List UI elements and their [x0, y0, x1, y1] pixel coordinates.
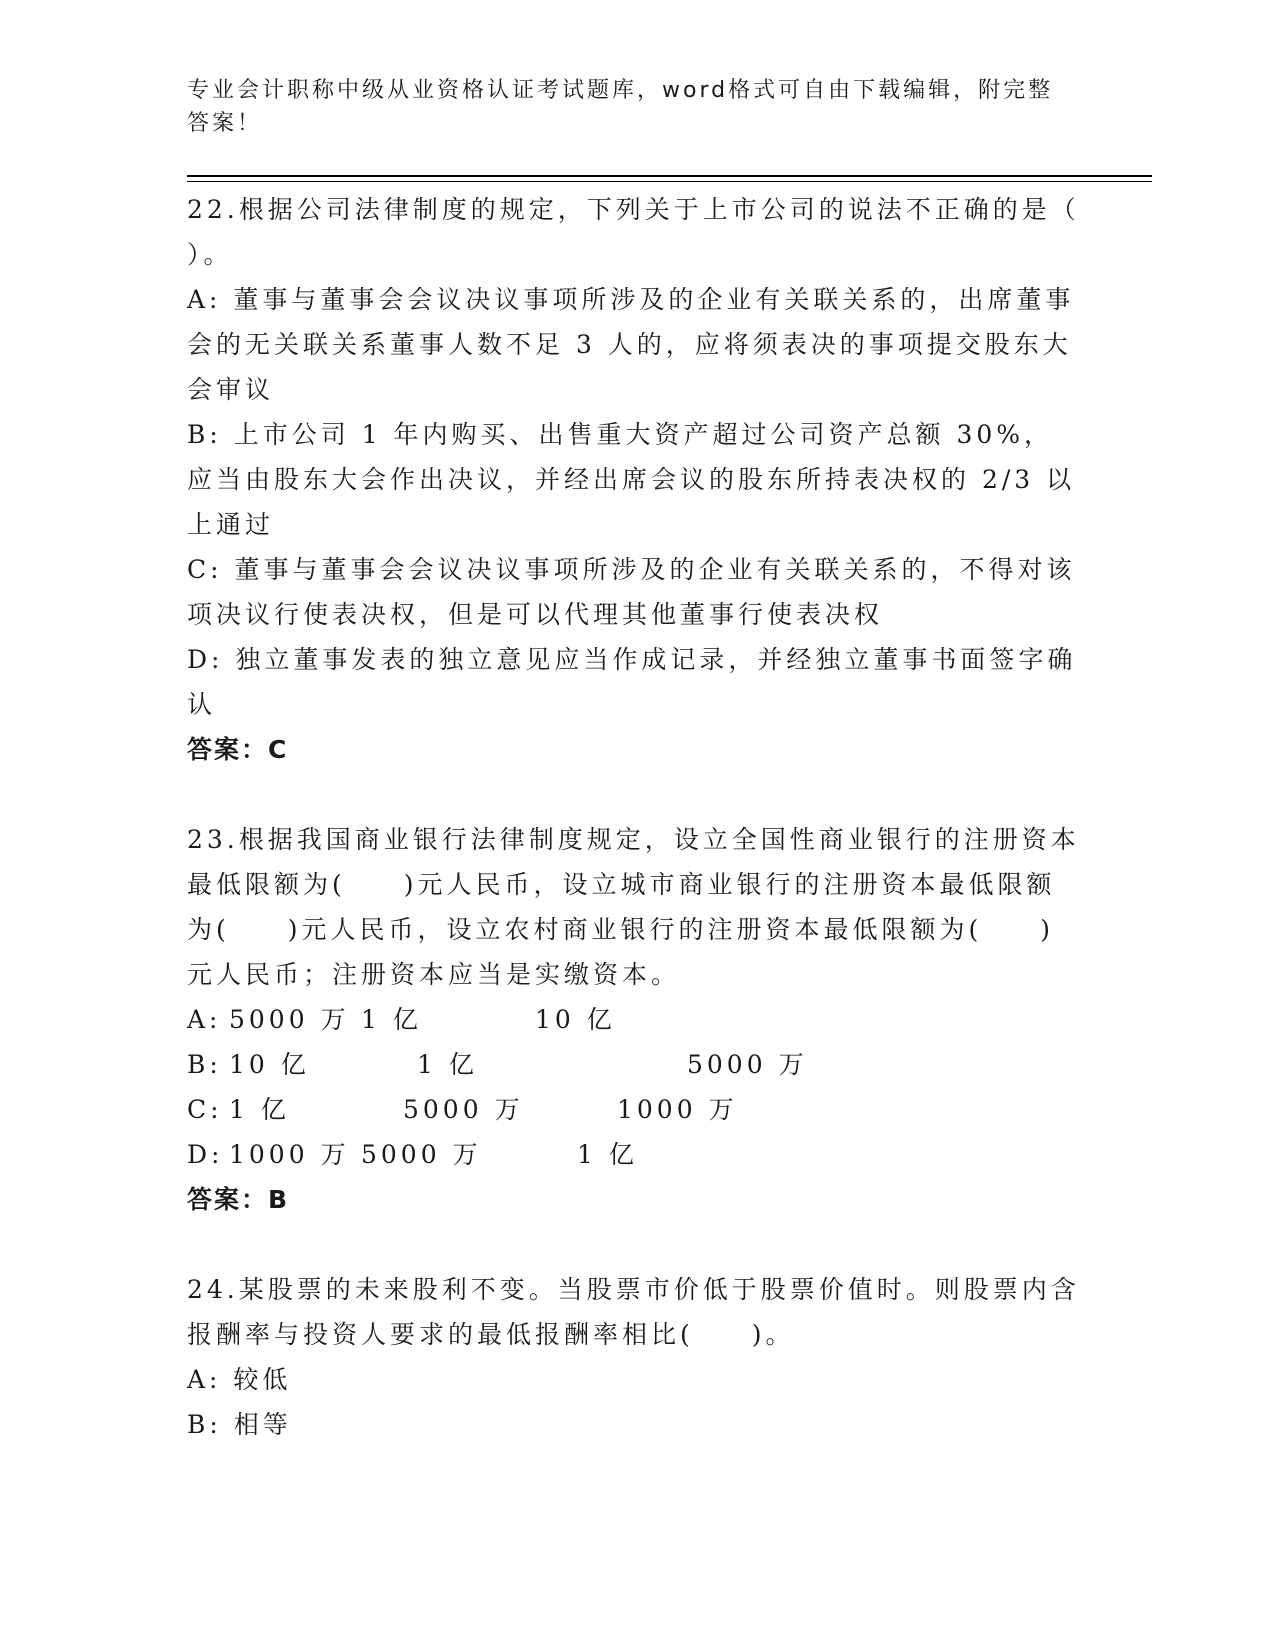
option-value-1: 5000 万 — [229, 1005, 350, 1034]
question-22-answer: 答案：C — [187, 735, 289, 764]
spacer — [187, 1222, 1082, 1267]
option-value-2: 5000 万 — [403, 1095, 524, 1124]
option-value-3: 5000 万 — [687, 1050, 808, 1079]
header-rule-thin — [187, 181, 1152, 182]
option-value-1: 1000 万 — [229, 1140, 350, 1169]
page-header: 专业会计职称中级从业资格认证考试题库，word格式可自由下载编辑，附完整答案！ — [187, 78, 1054, 136]
header-rule-thick — [187, 175, 1152, 177]
option-label: C: — [187, 1095, 223, 1124]
question-24 — [187, 1267, 1082, 1447]
question-24-text: 24.某股票的未来股利不变。当股票市价低于股票价值时。则股票内含报酬率与投资人要求的最低报酬率相比( )。 — [187, 1275, 1080, 1349]
option-value-3: 1000 万 — [617, 1095, 738, 1124]
option-value-2: 1 亿 — [417, 1050, 478, 1079]
option-label: D: — [187, 1140, 224, 1169]
question-22-option-a: A: 董事与董事会会议决议事项所涉及的企业有关联关系的，出席董事会的无关联关系董事人数不足 3 人的，应将须表决的事项提交股东大会审议 — [187, 285, 1075, 404]
option-label: B: — [187, 1050, 222, 1079]
question-23-option-d — [187, 1132, 1082, 1177]
question-23-answer: 答案：B — [187, 1185, 290, 1214]
question-22-text: 22.根据公司法律制度的规定，下列关于上市公司的说法不正确的是（ ）。 — [187, 195, 1080, 269]
spacer — [187, 772, 1082, 817]
option-value-1: 10 亿 — [229, 1050, 310, 1079]
question-23 — [187, 817, 1082, 1222]
option-label: A: — [187, 1005, 222, 1034]
question-22-option-b: B: 上市公司 1 年内购买、出售重大资产超过公司资产总额 30%，应当由股东大会作出决议，并经出席会议的股东所持表决权的 2/3 以上通过 — [187, 420, 1076, 539]
question-23-option-b — [187, 1042, 1082, 1087]
question-24-option-b: B: 相等 — [187, 1410, 292, 1439]
question-23-option-c — [187, 1087, 1082, 1132]
question-23-text: 23.根据我国商业银行法律制度规定，设立全国性商业银行的注册资本最低限额为( )元人民币，设立城市商业银行的注册资本最低限额为( )元人民币，设立农村商业银行的注册资本最低限额为( )元人民币；注册资本应当是实缴资本。 — [187, 825, 1080, 989]
option-value-2: 1 亿 — [361, 1005, 422, 1034]
question-list — [187, 187, 1082, 1447]
question-22-option-d: D: 独立董事发表的独立意见应当作成记录，并经独立董事书面签字确认 — [187, 645, 1077, 719]
option-value-1: 1 亿 — [229, 1095, 290, 1124]
question-22 — [187, 187, 1082, 772]
option-value-3: 1 亿 — [577, 1140, 638, 1169]
question-23-option-a — [187, 997, 1082, 1042]
question-24-option-a: A: 较低 — [187, 1365, 292, 1394]
option-value-3: 10 亿 — [535, 1005, 616, 1034]
question-22-option-c: C: 董事与董事会会议决议事项所涉及的企业有关联关系的，不得对该项决议行使表决权，但是可以代理其他董事行使表决权 — [187, 555, 1076, 629]
option-value-2: 5000 万 — [361, 1140, 482, 1169]
